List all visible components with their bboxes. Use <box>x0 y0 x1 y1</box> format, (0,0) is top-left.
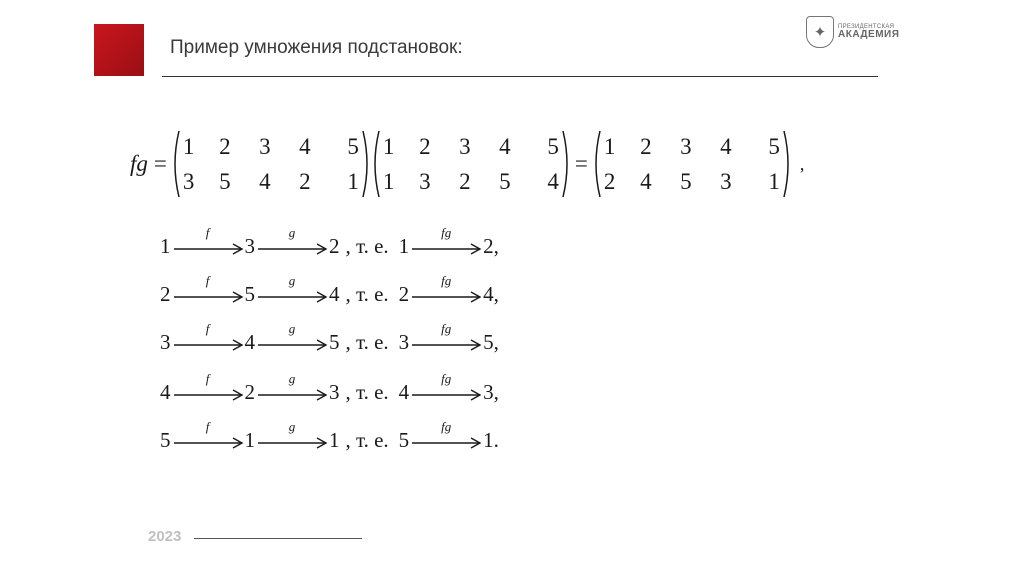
target-number: 4 <box>329 282 340 306</box>
ie-text: , т. е. <box>345 380 389 404</box>
matrix-cell: 1 <box>768 168 780 194</box>
matrix-cell: 1 <box>382 168 395 194</box>
result-number: 5 <box>483 330 494 354</box>
target-number: 5 <box>329 330 340 354</box>
source-number: 1 <box>160 234 171 258</box>
result-number: 3 <box>483 380 494 404</box>
arrow-fg <box>410 273 482 306</box>
permutation-g <box>371 129 571 199</box>
arrow-fg <box>410 225 482 258</box>
source-number: 4 <box>398 380 410 404</box>
right-paren <box>561 129 571 199</box>
matrix-cell: 5 <box>680 168 692 194</box>
accent-block <box>94 24 144 76</box>
matrix-bottom-row <box>183 169 359 195</box>
ie-text: , т. е. <box>345 428 389 452</box>
arrow-f <box>172 225 244 258</box>
footer-divider <box>194 538 362 539</box>
matrix-cell: 2 <box>219 133 231 159</box>
intermediate-number: 2 <box>244 380 255 404</box>
ie-text: , т. е. <box>345 234 389 258</box>
matrix-cell: 4 <box>720 133 732 159</box>
permutation-product-formula <box>130 128 804 200</box>
row-punctuation: , <box>493 330 499 354</box>
result-number: 4 <box>483 282 494 306</box>
row-punctuation: , <box>493 282 499 306</box>
matrix-cell: 2 <box>640 133 652 159</box>
arrow-label: f <box>205 225 210 240</box>
right-paren <box>361 129 371 199</box>
matrix-cell: 2 <box>299 168 311 194</box>
slide-title: Пример умножения подстановок: <box>170 37 463 58</box>
matrix-cell: 3 <box>720 168 732 194</box>
intermediate-number: 1 <box>244 428 255 452</box>
mapping-row <box>160 320 499 354</box>
footer-year: 2023 <box>148 528 182 545</box>
source-number: 3 <box>398 330 410 354</box>
result-number: 2 <box>483 234 494 258</box>
arrow-fg <box>410 371 482 404</box>
permutation-fg <box>592 129 792 199</box>
matrix-cell: 3 <box>459 133 471 159</box>
arrow-label: g <box>288 273 296 288</box>
mapping-row <box>160 224 499 258</box>
row-punctuation: , <box>493 234 499 258</box>
arrow-label: fg <box>441 371 452 386</box>
arrow-label: fg <box>441 225 452 240</box>
equals-sign: = <box>574 151 588 176</box>
source-number: 2 <box>398 282 410 306</box>
logo-text-line1: ПРЕЗИДЕНТСКАЯ <box>838 23 895 30</box>
ie-text: , т. е. <box>345 282 389 306</box>
product-label: fg <box>130 151 148 176</box>
arrow-label: f <box>205 321 210 336</box>
matrix-bottom-row <box>383 169 559 195</box>
matrix-top-row <box>604 134 780 160</box>
intermediate-number: 3 <box>244 234 255 258</box>
arrow-label: f <box>205 371 210 386</box>
arrow-f <box>172 419 244 452</box>
target-number: 2 <box>329 234 340 258</box>
title-divider <box>162 76 878 77</box>
source-number: 4 <box>160 380 171 404</box>
arrow-label: g <box>288 321 296 336</box>
result-number: 1 <box>483 428 494 452</box>
arrow-label: f <box>205 273 210 288</box>
matrix-cell: 4 <box>547 168 559 194</box>
arrow-f <box>172 321 244 354</box>
eagle-emblem-icon: ✦ <box>806 16 834 48</box>
ie-text: , т. е. <box>345 330 389 354</box>
matrix-cell: 2 <box>419 133 431 159</box>
matrix-cell: 3 <box>680 133 692 159</box>
matrix-bottom-row <box>604 169 780 195</box>
left-paren <box>171 129 181 199</box>
arrow-fg <box>410 321 482 354</box>
matrix-cell: 5 <box>219 168 231 194</box>
formula-comma: , <box>799 153 805 174</box>
target-number: 1 <box>329 428 340 452</box>
arrow-label: f <box>205 419 210 434</box>
mapping-row <box>160 370 499 404</box>
matrix-cell: 4 <box>640 168 652 194</box>
intermediate-number: 4 <box>244 330 255 354</box>
arrow-f <box>172 371 244 404</box>
arrow-label: fg <box>441 273 452 288</box>
matrix-cell: 4 <box>499 133 511 159</box>
matrix-cell: 1 <box>603 133 616 159</box>
matrix-cell: 4 <box>259 168 271 194</box>
arrow-label: g <box>288 371 296 386</box>
matrix-cell: 1 <box>182 133 195 159</box>
source-number: 5 <box>398 428 410 452</box>
arrow-label: fg <box>441 321 452 336</box>
matrix-cell: 3 <box>419 168 431 194</box>
arrow-g <box>256 371 328 404</box>
equals-sign: = <box>153 151 167 176</box>
arrow-fg <box>410 419 482 452</box>
logo-text-line2: АКАДЕМИЯ <box>838 28 900 40</box>
intermediate-number: 5 <box>244 282 255 306</box>
row-punctuation: , <box>493 380 499 404</box>
matrix-cell: 1 <box>382 133 395 159</box>
arrow-g <box>256 321 328 354</box>
arrow-g <box>256 273 328 306</box>
matrix-cell: 2 <box>603 168 616 194</box>
arrow-label: g <box>288 225 296 240</box>
permutation-f <box>171 129 371 199</box>
arrow-g <box>256 225 328 258</box>
mapping-row <box>160 272 499 306</box>
row-punctuation: . <box>493 428 499 452</box>
matrix-cell: 1 <box>347 168 359 194</box>
arrow-label: fg <box>441 419 452 434</box>
source-number: 1 <box>398 234 410 258</box>
matrix-top-row <box>183 134 359 160</box>
arrow-f <box>172 273 244 306</box>
arrow-g <box>256 419 328 452</box>
source-number: 5 <box>160 428 171 452</box>
matrix-cell: 5 <box>768 133 780 159</box>
matrix-top-row <box>383 134 559 160</box>
target-number: 3 <box>329 380 340 404</box>
left-paren <box>592 129 602 199</box>
matrix-cell: 5 <box>547 133 559 159</box>
matrix-cell: 2 <box>459 168 471 194</box>
matrix-cell: 5 <box>347 133 359 159</box>
right-paren <box>782 129 792 199</box>
matrix-cell: 4 <box>299 133 311 159</box>
matrix-cell: 3 <box>182 168 195 194</box>
source-number: 2 <box>160 282 171 306</box>
academy-logo <box>806 16 899 48</box>
matrix-cell: 3 <box>259 133 271 159</box>
left-paren <box>371 129 381 199</box>
mapping-row <box>160 418 499 452</box>
source-number: 3 <box>160 330 171 354</box>
matrix-cell: 5 <box>499 168 511 194</box>
arrow-label: g <box>288 419 296 434</box>
